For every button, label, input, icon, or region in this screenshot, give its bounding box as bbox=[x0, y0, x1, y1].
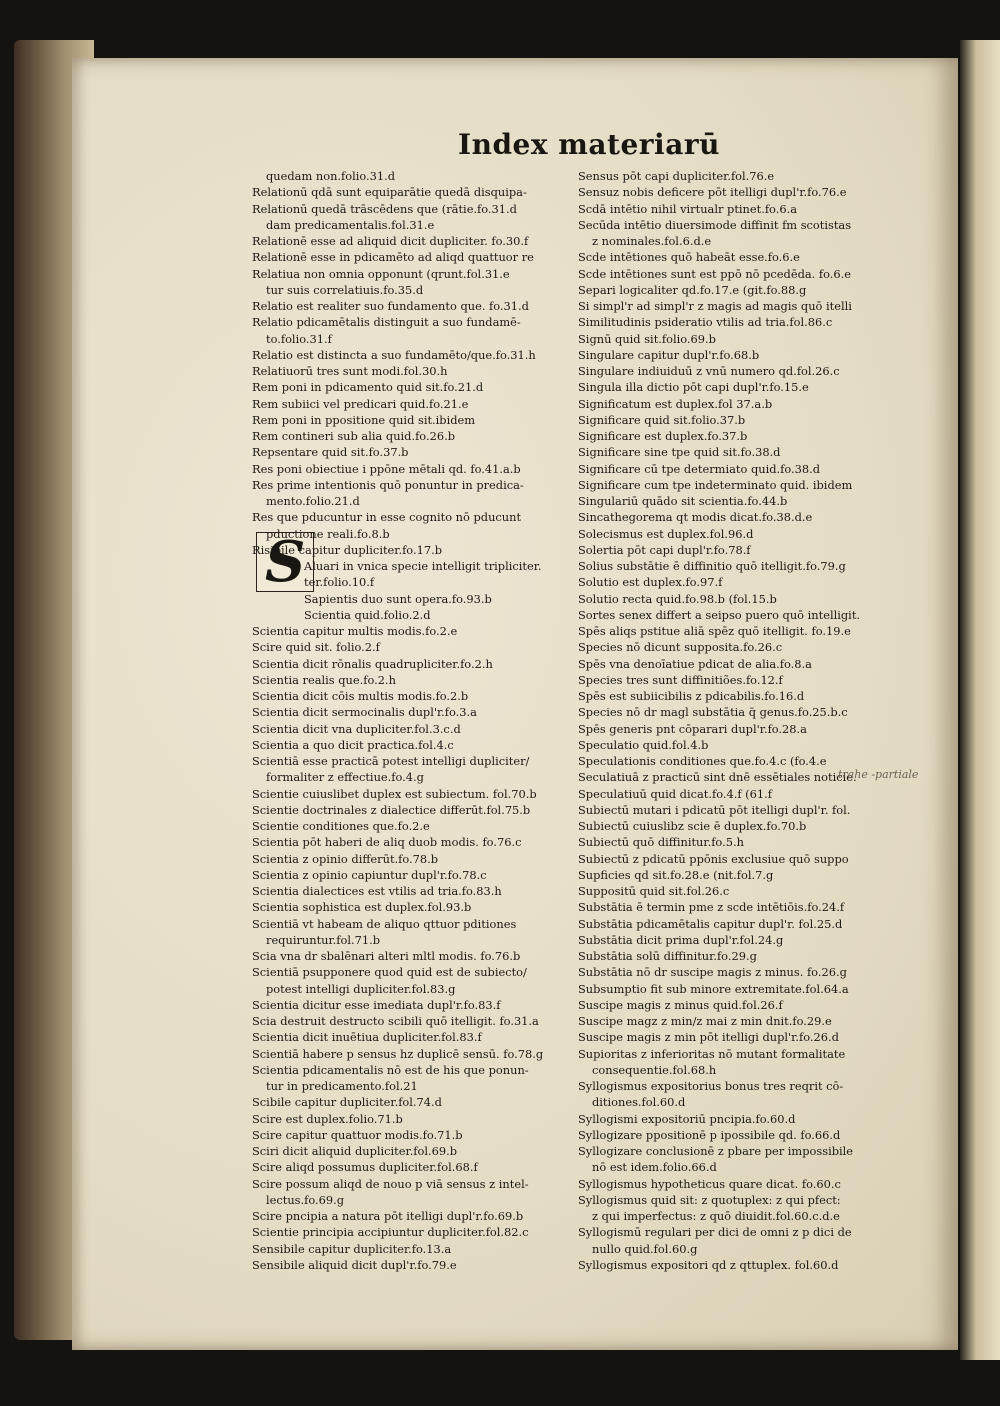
index-entry: Solecismus est duplex.fol.96.d bbox=[578, 526, 754, 541]
index-entry: Sciri dicit aliquid dupliciter.fol.69.b bbox=[252, 1144, 458, 1158]
index-entry: nō est idem.folio.66.d bbox=[592, 1160, 717, 1175]
index-entry: Risibile capitur dupliciter.fo.17.b bbox=[252, 542, 442, 557]
index-entry: Syllogismus hypotheticus quare dicat. fo.60.c bbox=[578, 1176, 841, 1191]
index-entry: Sortes senex differt a seipso puero quō intelligit. bbox=[578, 607, 861, 622]
index-entry: Scde intētiones sunt est ppō nō pcedēda. fo.6.e bbox=[578, 266, 852, 281]
index-entry: Syllogismū regulari per dici de omni z p dici de bbox=[578, 1225, 852, 1240]
index-entry: Syllogismus quid sit: z quotuplex: z qui pfect: bbox=[578, 1192, 841, 1207]
index-entry: Scire aliqd possumus dupliciter.fol.68.f bbox=[252, 1160, 478, 1175]
index-entry: Separi logicaliter qd.fo.17.e (git.fo.88.g bbox=[578, 282, 807, 297]
index-entry: Scientiā habere p sensus hz duplicē sensū. fo.78.g bbox=[252, 1046, 544, 1061]
index-entry: Sensus pōt capi dupliciter.fol.76.e bbox=[578, 169, 775, 183]
index-entry: Scientiā vt habeam de aliquo qttuor pditiones bbox=[252, 916, 517, 931]
index-entry: Scientia dicitur esse imediata dupl'r.fo.83.f bbox=[252, 997, 501, 1012]
index-column-left bbox=[252, 168, 572, 1273]
index-entry: Res que pducuntur in esse cognito nō pducunt bbox=[252, 510, 522, 525]
index-entry: Subiectū cuiuslibz scie ē duplex.fo.70.b bbox=[578, 819, 807, 833]
index-entry: Signū quid sit.folio.69.b bbox=[578, 331, 716, 346]
index-entry: Relatio pdicamētalis distinguit a suo fundamē- bbox=[252, 315, 521, 330]
index-entry: dam predicamentalis.fol.31.e bbox=[266, 217, 435, 232]
page-title: Index materiarū bbox=[458, 128, 720, 161]
index-entry: Scientia pdicamentalis nō est de his que ponun- bbox=[252, 1062, 529, 1077]
index-entry: Species tres sunt diffinitiões.fo.12.f bbox=[578, 672, 783, 687]
index-entry: Seculatiuā z practicū sint dnē essētiales noticie. bbox=[578, 770, 857, 785]
index-entry: Scientia dicit rōnalis quadrupliciter.fo.2.h bbox=[252, 656, 493, 671]
index-entry: Scia destruit destructo scibili quō itelligit. fo.31.a bbox=[252, 1014, 539, 1028]
index-entry: Scire est duplex.folio.71.b bbox=[252, 1111, 403, 1126]
index-entry: Suppositū quid sit.fol.26.c bbox=[578, 884, 730, 898]
index-entry: Spēs aliqs pstitue aliā spēz quō itelligit. fo.19.e bbox=[578, 624, 851, 638]
index-entry: Significatum est duplex.fol 37.a.b bbox=[578, 396, 773, 411]
index-entry: quedam non.folio.31.d bbox=[266, 169, 396, 183]
index-entry: Scientia sophistica est duplex.fol.93.b bbox=[252, 900, 472, 915]
index-entry: Res poni obiectiue i ppōne mētali qd. fo.41.a.b bbox=[252, 461, 521, 476]
index-entry: Scientia z opinio capiuntur dupl'r.fo.78.c bbox=[252, 867, 487, 882]
facing-page-edge bbox=[960, 40, 1000, 1360]
index-entry: potest intelligi dupliciter.fol.83.g bbox=[266, 981, 456, 996]
index-entry: Relatio est distincta a suo fundamēto/que.fo.31.h bbox=[252, 347, 536, 362]
index-entry: lectus.fo.69.g bbox=[266, 1192, 345, 1207]
index-entry: Scientia dialectices est vtilis ad tria.fo.83.h bbox=[252, 884, 502, 898]
index-entry: Syllogizare conclusionē z pbare per impossibile bbox=[578, 1144, 854, 1158]
index-entry: Spēs generis pnt cōparari dupl'r.fo.28.a bbox=[578, 721, 807, 736]
index-entry: Solertia pōt capi dupl'r.fo.78.f bbox=[578, 542, 751, 557]
index-entry: Sensibile capitur dupliciter.fo.13.a bbox=[252, 1241, 452, 1256]
index-entry: Scire quid sit. folio.2.f bbox=[252, 640, 380, 655]
index-entry: Relatio est realiter suo fundamento que. fo.31.d bbox=[252, 299, 529, 313]
index-entry: Scientia dicit vna dupliciter.fol.3.c.d bbox=[252, 721, 461, 736]
index-entry: Sapientis duo sunt opera.fo.93.b bbox=[304, 591, 492, 606]
index-entry: Secūda intētio diuersimode diffinit fm scotistas bbox=[578, 217, 852, 232]
index-entry: Significare quid sit.folio.37.b bbox=[578, 412, 746, 427]
index-entry: Scientia dicit inuētiua dupliciter.fol.83.f bbox=[252, 1030, 482, 1045]
index-entry: Syllogismus expositori qd z qttuplex. fol.60.d bbox=[578, 1257, 839, 1272]
index-entry: Scientiā esse practicā potest intelligi dupliciter/ bbox=[252, 754, 530, 768]
index-entry: consequentie.fol.68.h bbox=[592, 1062, 717, 1077]
index-entry: Scientie conditiones que.fo.2.e bbox=[252, 819, 430, 833]
index-entry: Suscipe magz z min/z mai z min dnit.fo.29.e bbox=[578, 1014, 832, 1028]
index-entry: Significare est duplex.fo.37.b bbox=[578, 429, 748, 443]
index-entry: Substātia pdicamētalis capitur dupl'r. fol.25.d bbox=[578, 916, 843, 931]
index-entry: Scientia realis que.fo.2.h bbox=[252, 672, 396, 687]
index-entry: mento.folio.21.d bbox=[266, 494, 360, 508]
index-entry: Rem contineri sub alia quid.fo.26.b bbox=[252, 429, 455, 443]
index-entry: Rem poni in ppositione quid sit.ibidem bbox=[252, 412, 476, 427]
index-entry: Similitudinis psideratio vtilis ad tria.fol.86.c bbox=[578, 315, 833, 330]
index-entry: Relationū qdā sunt equiparātie quedā disquipa- bbox=[252, 185, 527, 200]
index-entry: Syllogizare ppositionē p ipossibile qd. fo.66.d bbox=[578, 1127, 841, 1142]
index-entry: Substātia ē termin pme z scde intētiōis.fo.24.f bbox=[578, 900, 845, 915]
index-entry: Substātia nō dr suscipe magis z minus. fo.26.g bbox=[578, 965, 847, 980]
handwritten-annotation: trahe -partiale bbox=[838, 768, 919, 781]
index-entry: tur suis correlatiuis.fo.35.d bbox=[266, 282, 424, 297]
index-entry: Scientie principia accipiuntur dupliciter.fol.82.c bbox=[252, 1225, 529, 1240]
index-entry: Repsentare quid sit.fo.37.b bbox=[252, 445, 409, 460]
index-entry: Speculatiuū quid dicat.fo.4.f (61.f bbox=[578, 786, 772, 801]
index-entry: to.folio.31.f bbox=[266, 331, 332, 346]
index-entry: Significare cum tpe indeterminato quid. ibidem bbox=[578, 477, 853, 492]
index-entry: nullo quid.fol.60.g bbox=[592, 1241, 698, 1256]
index-entry: Syllogismi expositoriū pncipia.fo.60.d bbox=[578, 1111, 796, 1126]
index-entry: pductione reali.fo.8.b bbox=[266, 526, 390, 541]
index-entry: Species nō dr magl substātia q̄ genus.fo.25.b.c bbox=[578, 705, 848, 720]
index-entry: ditiones.fol.60.d bbox=[592, 1095, 686, 1110]
index-entry: Scire capitur quattuor modis.fo.71.b bbox=[252, 1127, 463, 1142]
index-entry: z qui imperfectus: z quō diuidit.fol.60.c.d.e bbox=[592, 1209, 840, 1223]
index-entry: Solutio est duplex.fo.97.f bbox=[578, 575, 723, 590]
index-entry: Rem subiici vel predicari quid.fo.21.e bbox=[252, 396, 469, 411]
index-entry: Scde intētiones quō habeāt esse.fo.6.e bbox=[578, 250, 800, 265]
index-entry: z nominales.fol.6.d.e bbox=[592, 234, 712, 248]
index-entry: Relatiuorū tres sunt modi.fol.30.h bbox=[252, 364, 448, 378]
index-entry: Relationē esse ad aliquid dicit dupliciter. fo.30.f bbox=[252, 234, 529, 248]
index-entry: Relationē esse in pdicamēto ad aliqd quattuor re bbox=[252, 250, 534, 265]
index-entry: Solius substātie ē diffinitio quō itelligit.fo.79.g bbox=[578, 559, 846, 573]
index-entry: Sensuz nobis deficere pōt itelligi dupl'r.fo.76.e bbox=[578, 185, 847, 200]
index-entry: Scientia a quo dicit practica.fol.4.c bbox=[252, 737, 454, 752]
index-entry: Scibile capitur dupliciter.fol.74.d bbox=[252, 1095, 442, 1110]
index-entry: Syllogismus expositorius bonus tres reqrit cō- bbox=[578, 1079, 844, 1093]
index-entry: Sincathegorema qt modis dicat.fo.38.d.e bbox=[578, 510, 813, 525]
index-entry: Scientia dicit sermocinalis dupl'r.fo.3.a bbox=[252, 705, 477, 720]
index-entry: Scientie cuiuslibet duplex est subiectum. fol.70.b bbox=[252, 786, 537, 801]
index-entry: tur in predicamento.fol.21 bbox=[266, 1079, 418, 1093]
index-entry: Scientia pōt haberi de aliq duob modis. fo.76.c bbox=[252, 835, 522, 850]
index-entry: Solutio recta quid.fo.98.b (fol.15.b bbox=[578, 591, 777, 606]
index-entry: Scientia dicit cōis multis modis.fo.2.b bbox=[252, 689, 469, 703]
index-entry: Supficies qd sit.fo.28.e (nit.fol.7.g bbox=[578, 867, 774, 882]
index-entry: ter.folio.10.f bbox=[304, 575, 375, 590]
index-entry: Subsumptio fit sub minore extremitate.fol.64.a bbox=[578, 981, 849, 996]
index-entry: Speculatio quid.fol.4.b bbox=[578, 737, 709, 752]
index-entry: Suscipe magis z minus quid.fol.26.f bbox=[578, 997, 783, 1012]
index-entry: Substātia dicit prima dupl'r.fol.24.g bbox=[578, 932, 784, 947]
index-column-right bbox=[578, 168, 888, 1273]
index-entry: Sensibile aliquid dicit dupl'r.fo.79.e bbox=[252, 1257, 457, 1272]
index-entry: Scdā intētio nihil virtualr ptinet.fo.6.a bbox=[578, 201, 797, 216]
initial-letter: S bbox=[265, 529, 306, 595]
index-entry: Supioritas z inferioritas nō mutant formalitate bbox=[578, 1046, 846, 1061]
index-entry: Spēs est subiicibilis z pdicabilis.fo.16.d bbox=[578, 689, 805, 703]
index-entry: Scientia capitur multis modis.fo.2.e bbox=[252, 624, 458, 638]
index-entry: Res prime intentionis quō ponuntur in predica- bbox=[252, 477, 524, 492]
index-entry: Singulariū quādo sit scientia.fo.44.b bbox=[578, 494, 788, 508]
index-entry: Speculationis conditiones que.fo.4.c (fo.4.e bbox=[578, 754, 827, 768]
index-entry: Scientia quid.folio.2.d bbox=[304, 607, 431, 622]
index-entry: Aluari in vnica specie intelligit tripliciter. bbox=[304, 559, 542, 573]
index-entry: Scia vna dr sbalēnari alteri mltl modis. fo.76.b bbox=[252, 949, 521, 963]
index-entry: Spēs vna denoīatiue pdicat de alia.fo.8.a bbox=[578, 656, 812, 671]
index-entry: Rem poni in pdicamento quid sit.fo.21.d bbox=[252, 380, 484, 395]
index-entry: Species nō dicunt supposita.fo.26.c bbox=[578, 640, 783, 655]
index-entry: Scire pncipia a natura pōt itelligi dupl'r.fo.69.b bbox=[252, 1209, 524, 1223]
index-entry: Si simpl'r ad simpl'r z magis ad magis quō itelli bbox=[578, 299, 852, 313]
index-entry: formaliter z effectiue.fo.4.g bbox=[266, 770, 424, 785]
index-entry: Suscipe magis z min pōt itelligi dupl'r.fo.26.d bbox=[578, 1030, 839, 1045]
index-entry: Singulare capitur dupl'r.fo.68.b bbox=[578, 347, 760, 362]
index-entry: Substātia solū diffinitur.fo.29.g bbox=[578, 949, 757, 963]
index-entry: Relationū quedā trāscēdens que (rātie.fo.31.d bbox=[252, 201, 517, 216]
index-entry: Subiectū z pdicatū ppōnis exclusiue quō suppo bbox=[578, 851, 849, 866]
index-entry: Scire possum aliqd de nouo p viā sensus z intel- bbox=[252, 1176, 529, 1191]
index-entry: Singulare indiuiduū z vnū numero qd.fol.26.c bbox=[578, 364, 840, 378]
index-entry: Significare cū tpe determiato quid.fo.38.d bbox=[578, 461, 821, 476]
index-entry: Singula illa dictio pōt capi dupl'r.fo.15.e bbox=[578, 380, 809, 395]
index-entry: Subiectū mutari i pdicatū pōt itelligi dupl'r. fol. bbox=[578, 802, 851, 817]
index-entry: Subiectū quō diffinitur.fo.5.h bbox=[578, 835, 744, 850]
index-entry: Scientiā psupponere quod quid est de subiecto/ bbox=[252, 965, 527, 980]
index-entry: Significare sine tpe quid sit.fo.38.d bbox=[578, 445, 781, 460]
index-entry: Scientie doctrinales z dialectice differūt.fol.75.b bbox=[252, 802, 531, 817]
index-entry: requiruntur.fol.71.b bbox=[266, 932, 381, 947]
index-entry: Scientia z opinio differūt.fo.78.b bbox=[252, 851, 439, 866]
index-entry: Relatiua non omnia opponunt (qrunt.fol.31.e bbox=[252, 266, 510, 281]
